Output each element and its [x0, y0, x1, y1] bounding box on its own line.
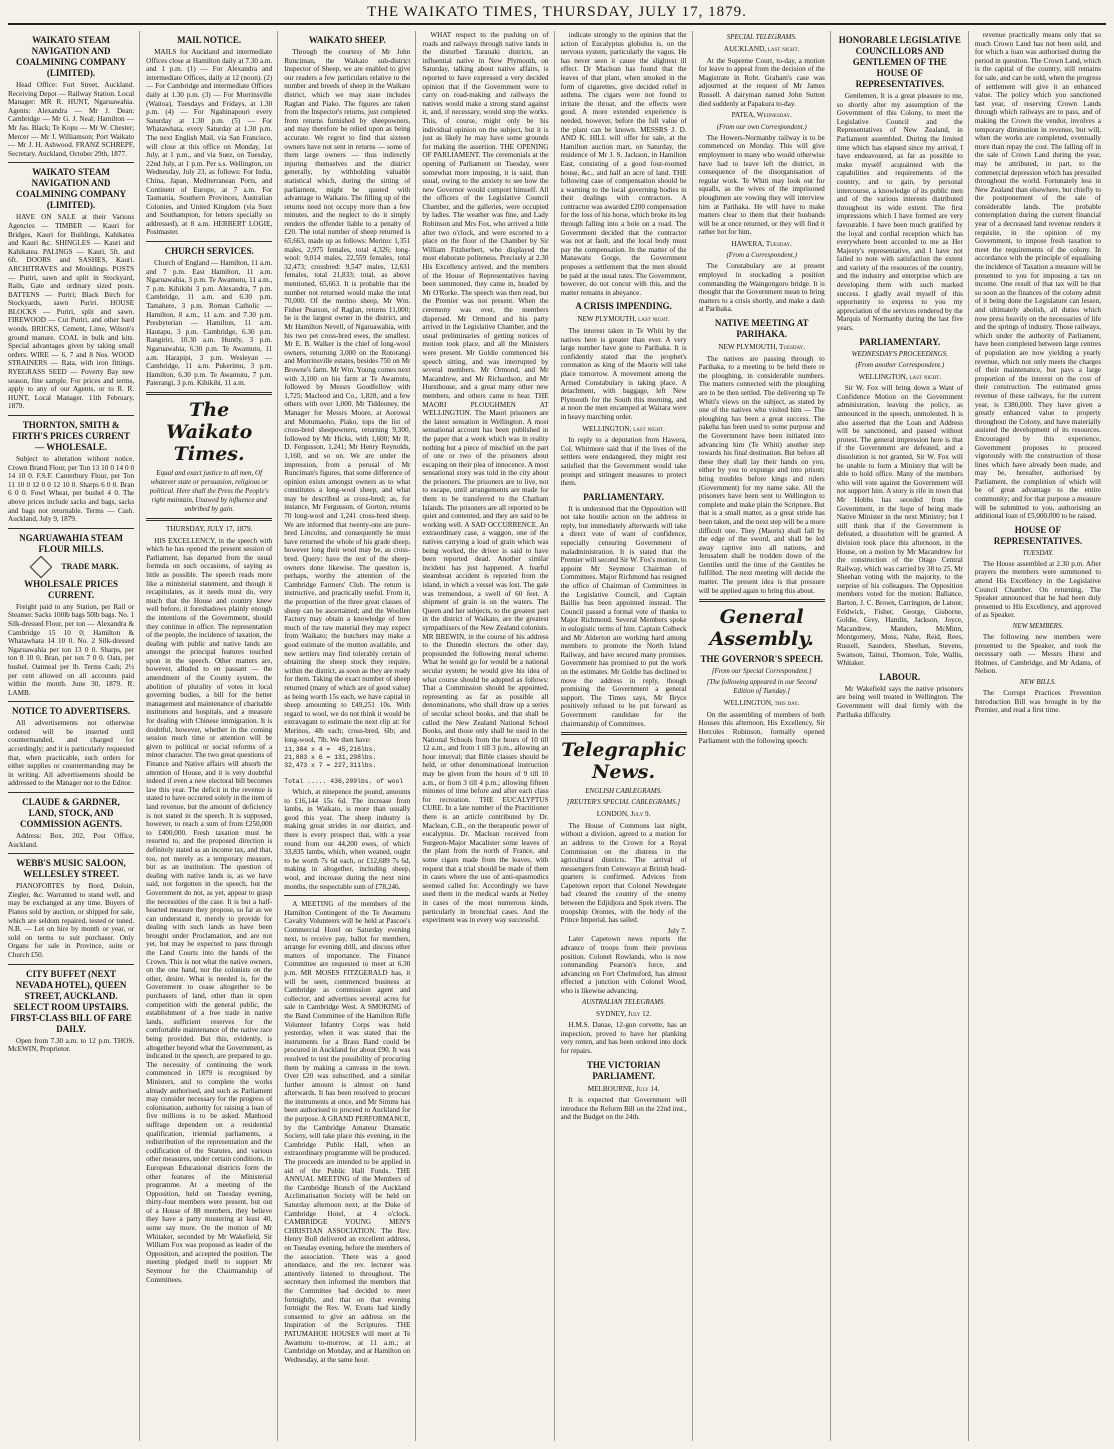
australian-heading: AUSTRALIAN TELEGRAMS. — [581, 997, 666, 1006]
nav-sale-heading: WAIKATO STEAM NAVIGATION AND COALMINING COMPANY (LIMITED). — [16, 167, 127, 211]
hawera-body: The Constabulary are at present employed in stockading a position commanding the Waingongoro bridge. It is thought that the Government mean to bring matters to a crisis shortly, and make a dash at Parihaka. — [698, 262, 825, 314]
special-heading: SPECIAL TELEGRAMS. — [726, 33, 797, 41]
english-body-2: Later Capetown news reports the advance of troops from their previous position. Colonel Rowlands, who is now commanding Pearson's force, and advancing on Fort Chelmsford, has almost effected a junction with Colonel Wood, who is likewise advancing. — [560, 935, 687, 995]
new-members-heading: NEW MEMBERS. — [1012, 622, 1064, 630]
sydney-dateline: SYDNEY, July 12. — [595, 1009, 652, 1018]
mail-notice-body: MAILS for Auckland and intermediate Offices close at Hamilton daily at 7.30 a.m. and 1 p.m. (1) — For Alexandra and intermediate Offices, daily at 12 (noon). (2) — For Cambridge and intermediate Offices daily at 1.30 p.m. (3) — For Morrinsville (Waitoa), Tuesdays and Fridays, at 1.30 p.m. (4) — For Ngahinapouri every Saturday at 1.30 p.m. (5) — For Whatawhata, every Saturday at 1.30 p.m. The next English Mail, via San Francisco, will close at this office on Monday, 1st July, at 1 p.m., and via Suez, on Tuesday, 22nd July, at 1 p.m. Per s.s. Wellington, on Wednesday, July 23, as follows: For India, China, Japan, Mediterranean Ports, and Continent of Europe, at 7 a.m. For Tasmania, Southern Provinces, Australian Colonies, and United Kingdom (via Suez and Southampton, for letters specially so addressed), at 8 a.m. HERBERT LOGIE, Postmaster. — [146, 48, 273, 237]
city-buffet-heading: CITY BUFFET (NEXT NEVADA HOTEL), QUEEN STREET, AUCKLAND. SELECT ROOM UPSTAIRS. FIRST-CLASS BILL OF FARE DAILY. — [10, 968, 132, 1034]
wholesale-body: Freight paid to any Station, per Rail or Steamer. Sacks 100lb bags 50lb bags. No. 1 Silk-dressed Flour, per ton — Alexandra & Cambridge 15 10 0; Hamilton & Whatawhata 14 10 0. No. 2 Silk-dressed Ngaruawahia per ton 13 0 0. Sharps, per ton 8 10 0. Bran, per ton 7 0 0. Oats, per bushel. Oatmeal per lb. Terms Cash; 2½ per cent allowed on all accounts paid within the month. June 30, 1879. R. LAMB. — [8, 602, 135, 697]
native-meeting-heading: NATIVE MEETING AT PARIHAKA. — [714, 318, 809, 340]
patea-body: The Howers-Normanby railway is to be commenced on Monday. This will give employment to many who would otherwise have had to leave left the district, in consequence of the disorganisation of regular work. Te Whiti may look out for squalls, as the wives of the imprisoned ploughmen are vowing they will interview him at Parihaka. He will have to make matters clear to them that their husbands will be at once returned, or they will find it rather hot for him. — [698, 133, 825, 237]
local-notes: A MEETING of the members of the Hamilton Contingent of the Te Awamutu Cavalry Volunteers will be held at Pascoe's Commercial Hotel on Saturday evening next, to receive pay, ballot for members, arrange for evening drill, and discuss other matters of importance. The Finance Committee are requested to meet at 6.30 p.m. MR MOSES FITZGERALD has, it will be seen, commenced business at Cambridge as commission agent and collector, and advertises several acres for sale in Cambridge West. A SMOKING of the Band Committee of the Hamilton Rifle Volunteer Infantry Corps was held yesterday, when it was stated that the instruments for a Brass Band could be procured in Auckland for about £90. It was resolved to test the possibility of procuring them by making a canvass in the town. Over £20 was subscribed, and a similar further amount is almost on hand afterwards. It has been resolved to procure the instruments at once, and Mr Simms has been authorised to proceed to Auckland for the purpose. A GRAND PERFORMANCE, by the Cambridge Amateur Dramatic Society, will take place this evening, in the Cambridge Public Hall, when an extraordinary programme will be produced. The proceeds are intended to be applied in aid of the Public Hall Funds. THE ANNUAL MEETING of the Members of the Cambridge Branch of the Auckland Acclimatisation Society will be held on Saturday afternoon next, at the Duke of Cambridge Hotel, at 4 o'clock. CAMBRIDGE YOUNG MEN'S CHRISTIAN ASSOCIATION. The Rev. Henry Bull delivered an excellent address, on Tuesday evening, before the members of the association. There was a good attendance, and the rev. lecturer was attentively listened to throughout. The secretary then informed the members that the Committee had decided to meet fortnightly, and that on that evening fortnight the Rev. W. Evans had kindly consented to give an address on the Inspiration of the Scriptures. THE PATUMAHOE HOUSES will meet at Te Awamutu to-morrow, at 11 a.m.; at Cambridge on Monday, and at Hamilton on Wednesday, at the same hour. — [284, 900, 411, 1364]
honorable-heading: HONORABLE LEGISLATIVE COUNCILLORS AND GENTLEMEN OF THE HOUSE OF REPRESENTATIVES. — [838, 35, 961, 89]
labour-body: Mr Wakefield says the native prisoners are being well treated in Wellington. The Government will deal firmly with the Parihaka difficulty. — [836, 684, 963, 719]
english-date-2: July 7. — [667, 926, 687, 935]
crisis-dateline: NEW PLYMOUTH, last night. — [577, 315, 670, 324]
column-8 — [975, 31, 1106, 1441]
nav-sale-body: HAVE ON SALE at their Various Agencies — TIMBER — Kauri for Bridges, Kauri for Buildings, Kahikatea and Kauri &c. SHINGLES — Kauri and Kahikatea. PALINGS — Kauri, 5ft. and 6ft. DOORS and SASHES, Kauri. ARCHITRAVES and Mouldings. POSTS — Puriri, sawn and split in Stockyard, Rails, Gate and ordinary sized posts. BATTENS — Puriri; Black Birch for Stockyards, sawn Puriri. HOUSE BLOCKS — Puriri, split and sawn. FIREWOOD — Cut Puriri, and other hard woods. BRICKS, Cement, Lime, Wilson's ground manure. COAL in bulk and kits. Special advantages given by taking small orders. WIRE — 6, 7 and 8 Nos. WOOD STRAINERS — Rata, with iron fittings. RYEGRASS SEED — Poverty Bay new season, fine sample. For prices and terms, apply to any of our Agents, or to R. R. HUNT, Local Manager. 11th February, 1879. — [8, 213, 135, 411]
wholesale-heading: WHOLESALE PRICES CURRENT. — [24, 578, 118, 600]
auckland-body: At the Supreme Court, to-day, a motion for leave to appeal from the decision of the Magistrate in Robt. Graham's case was adjourned at the request of Mr James Russell. A dairyman named John Sutton died suddenly at Papakura to-day. — [698, 56, 825, 108]
parliamentary-2-sub-2: (From another Correspondent.) — [855, 360, 945, 369]
house-day: TUESDAY. — [1022, 548, 1054, 557]
prices-heading: THORNTON, SMITH & FIRTH'S PRICES CURRENT — WHOLESALE. — [12, 420, 130, 452]
divider — [8, 528, 134, 529]
mail-notice-heading: MAIL NOTICE. — [177, 35, 242, 45]
parliamentary-2-sub: WEDNESDAY'S PROCEEDINGS. — [851, 349, 948, 358]
column-3 — [284, 31, 416, 1441]
auckland-dateline: AUCKLAND, last night. — [723, 45, 800, 53]
divider — [8, 792, 134, 793]
column-5 — [561, 31, 693, 1441]
english-heading: ENGLISH CABLEGRAMS. — [585, 787, 662, 796]
crisis-body-2: In reply to a deputation from Hawera, Col. Whitmore said that if the lives of the settlers were endangered, they might rest satisfied that the Government would take prompt and stringent measures to protect them. — [560, 436, 687, 488]
reuter-label: [REUTER'S SPECIAL CABLEGRAMS.] — [566, 798, 681, 807]
house-body: The House assembled at 2.30 p.m. After prayers the members were summoned to attend His Excellency in the Legislative Council Chamber. On returning, The Speaker announced that he had been duly presented to His Excellency, and approved of as Speaker. — [974, 559, 1101, 620]
divider — [146, 241, 272, 242]
column-7 — [837, 31, 969, 1441]
divider — [146, 392, 272, 395]
melbourne-dateline: MELBOURNE, July 14. — [587, 1084, 660, 1093]
divider — [284, 895, 410, 896]
flour-mills-heading: NGARUAWAHIA STEAM FLOUR MILLS. — [19, 532, 123, 554]
notice-heading: NOTICE TO ADVERTISERS. — [11, 706, 131, 717]
prices-body: Subject to alteration without notice. Crown Brand Flour, per Ton 13 10 0 14 0 0 14 10 0. F.S.F. Canterbury Flour, per Ton 11 10 0 12 0 0 12 10 0. Sharps 6 0 0. Bran 6 0 0. Fowl Wheat, per bushel 4 0. The above prices include sacks and bags, sacks and bags not returnable. Terms — Cash. Auckland, July 9, 1879. — [8, 455, 135, 524]
divider — [561, 732, 687, 735]
parliamentary-2-body: Sir W. Fox will bring down a Want of Confidence Motion on the Government administration, leaving the policy, as announced in the speech, unmolested. It is also asserted that the Loan and Address will be sanctioned, and passed without protest. The general impression here is that if the Government are defeated, and a dissolution is not granted, Sir W. Fox will be unable to form a Ministry that will be able to hold office. Many of the members who will vote against the Government will not support him. A story is rife in town that Mr Hobbs has seceded from the Government, in the hope of being made Native Minister in the next Ministry; but I still think that if the Government is defeated, a dissolution will be granted. A division took place this afternoon, in the House, on a motion by Mr Macandrew for the construction of the Otago Central Railway, which was carried by 38 to 25, Mr Sheehan voting with the majority, to the surprise of his colleagues. The Opposition members voted for the motion: Ballance, Barton, J. C. Brown, Carrington, de Latour, Feldwick, Fisher, George, Gisborne, Goldie, Grey, Hamlin, Jackson, Joyce, Macandrew, Manders, McMinn, Montgomery, Moss, Nahe, Reid, Rees, Russell, Saunders, Sheehan, Stevens, Swanson, Tainui, Thomson, Tole, Wallis, Whitaker. — [836, 384, 963, 668]
issue-date: THURSDAY, JULY 17, 1879. — [165, 524, 253, 533]
trade-mark-label: TRADE MARK. — [61, 561, 119, 571]
column-1 — [8, 31, 140, 1441]
governor-body: On the assembling of members of both Houses this afternoon, His Excellency, Sir Hercules Robinson, formally opened Parliament with the following speech: — [698, 710, 825, 745]
new-bills-heading: NEW BILLS. — [1019, 677, 1057, 686]
divider — [8, 853, 134, 854]
english-body: The House of Commons last night, without a division, agreed to a motion for an address to the Crown for a Royal Commission on the distress in the agricultural districts. The arrival of messengers from Cetewayo at British head-quarters is confirmed. Advices from Capetown report that Colonel Newdegate had cleared the country of the enemy between the Edjidjora and Spek rivers. The troopship Orontes, with the body of the Prince Imperial, has sailed. — [560, 821, 687, 925]
governor-sub-2: [The following appeared in our Second Edition of Tuesday.] — [706, 678, 817, 696]
column-6 — [699, 31, 831, 1441]
column-2 — [146, 31, 278, 1441]
parliamentary-2-heading: PARLIAMENTARY. — [859, 336, 941, 347]
crisis-body: The interest taken in Te Whiti by the natives here is greater than ever. A very large number have gone to Parihaka. It is confidently stated that the prophet's coronation as king of the Maoris will take place tomorrow. A movement among the Armed Constabulary is taking place. A detachment, with baggage, left New Plymouth for the South this morning, and at noon the men encamped at Waitara were in heavy marching order. — [560, 327, 687, 421]
church-body: Church of England — Hamilton, 11 a.m. and 7 p.m. East Hamilton, 11 a.m. Ngaruawahia, 3 p.m. Te Awamutu, 11 a.m., 7 p.m. Kihikihi 3 p.m. Alexandra, 7 p.m. Cambridge, 11 a.m. and 6.30 p.m. Tamahere, 3 p.m. Roman Catholic — Hamilton, 8 a.m., 11 a.m. and 7.30 p.m. Presbyterian — Hamilton, 11 a.m. Hautapu, 3 p.m. Cambridge, 6.30 p.m. Rangiriri, 10.30 a.m. Huntly, 3 p.m. Ngaruawahia, 6.30 p.m. Te Awamutu, 11 a.m. Harapipi, 3 p.m. Wesleyan — Cambridge, 11 a.m. Pukerimu, 3 p.m. Hamilton, 6.30 p.m. Te Awamutu, 7 p.m. Paterangi, 3 p.m. Kihikihi, 11 a.m. — [146, 259, 273, 388]
parliamentary-body: It is understood that the Opposition will not take hostile action on the address in reply, but immediately afterwards will take a direct vote of want of confidence, especially censuring Government of maladministration. It is stated that the Premier will second Sir W. Fox's motion, to appoint Mr Seymour Chairman of Committees. Major Richmond has resigned the office of Chairman of Committees in the Legislative Council, and Captain Baillie has been appointed instead. The Council passed a formal vote of thanks to Major Richmond. Several Members spoke in eulogistic terms of him. Captain Colbeck and Mr Alderton are working hard among members to promote the North Island Railway, and have secured many promises. Government has promised to put the work on the estimates. Mr Goldie has declined to move the address in reply, though promising the Government a general support. The Times says, Mr Bryce positively refused to be put forward as Government candidate for the chairmanship of Committees. — [560, 504, 687, 728]
new-bills-body: The Corrupt Practices Prevention Introduction Bill was brought in by the Premier, and read a first time. — [974, 688, 1101, 715]
victorian-heading: THE VICTORIAN PARLIAMENT. — [586, 1059, 661, 1081]
divider — [146, 518, 272, 521]
claude-heading: CLAUDE & GARDNER, LAND, STOCK, AND COMMISSION AGENTS. — [20, 797, 123, 830]
city-buffet-body: Open from 7.30 a.m. to 12 p.m. THOS. McEWIN, Proprietor. — [8, 1036, 135, 1054]
sheep-tail: Which, at ninepence the pound, amounts to £16,144 15s 6d. The increase from lambs, in Waikato, is more than usually good this year. The sheep industry is making great strides in our district, and there is every prospect that, with a year round from our 44,200 ewes, of which 33,835 lambs, which, when weaned, ought to be worth 7s 6d each, or £12,689 7s 6d, making in altogether, including sheep, wool, and increase during the next nine months, the respectable sum of £78,246. — [284, 788, 411, 891]
speech-continued: revenue practically means only that so much Crown Land has not been sold, and for which a loan was authorised during the period in question. The Crown Land, which is the capital of the country, still remains for sale, and can be sold, when the progress of settlement will give it an enhanced value. The policy which you sanctioned last year, of reserving Crown Lands through which railways are to pass, and of making the Crown the vendor, involves a temporary diminution in revenue, but will, when the works are completed, eventually more than repay the cost. The falling off in the sale of Crown Land during the year, may be attributed, in part, to the commercial depression which has prevailed throughout the world. Fortunately less in New Zealand than elsewhere, but chiefly to the postponement of the sale of considerable lands. The probable contemplation during the current financial year of a decreased land revenue renders it requisite, in the opinion of my Government, to impose fresh taxation to meet the requirements of the colony. In accordance with the principle of equalising the incidence of Taxation a measure will be presented to you for imposing a tax on income. One result of that tax will be that so soon as the finances of the colony admit of it being done the Legislature can lessen, and ultimately abolish, all duties which now press heavily on the necessaries of life and the springs of industry. Those railways, which under the authority of Parliament, have been completed between large centres of population are now yielding a yearly revenue, which not only meets the charges of their maintenance, but pays a large proportion of the interest on the cost of their construction. The estimated gross revenue of these railways, for the current year, is £380,000. They have given a greatly enhanced value to property throughout the Colony, and have materially assisted the development of its resources. Encouraged by this experience, Government proposes to proceed vigorously with the construction of those lines which have already been made, and may be, hereafter, authorised by Parliament, the completion of which will be of great advantage to the entire community; and for that purpose a measure will be submitted to you, authorising an additional loan of £5,000,000 to be raised. — [974, 31, 1101, 521]
hawera-sub: (From a Correspondent.) — [726, 251, 797, 260]
paper-title: The Waikato Times. — [166, 398, 253, 465]
webb-body: PIANOFORTES by Bord, Dolsin, Ziegler, &c. Warranted to stand well, and may be exchanged at any time. Buyers of Pianos sold by auction, or shipped for sale, which are seldom repaired, tested or tuned. N.B. — Let on hire by month or year, or sold on terms to suit purchaser. Only Organs for sale in Province, suite or Church £50. — [8, 882, 135, 959]
governor-speech-heading: THE GOVERNOR'S SPEECH. — [700, 654, 823, 665]
columns — [8, 31, 1106, 1441]
new-members-body: The following new members were presented to the Speaker, and took the necessary oath — Messrs Hurst and Holmes, of Cambridge, and Mr Adams, of Nelson. — [974, 633, 1101, 676]
masthead: THE WAIKATO TIMES, THURSDAY, JULY 17, 1879. — [8, 4, 1106, 25]
steam-nav-heading: WAIKATO STEAM NAVIGATION AND COALMINING COMPANY (LIMITED). — [16, 35, 127, 78]
native-dateline: NEW PLYMOUTH, Tuesday. — [718, 343, 806, 352]
divider — [8, 964, 134, 965]
webb-heading: WEBB'S MUSIC SALOON, WELLESLEY STREET. — [16, 858, 126, 880]
notice-body: All advertisements not otherwise ordered will be inserted until countermanded, and charged for accordingly; and it is particularly requested that, when practicable, such orders for either supplies or countermanding may be in writing. All advertisements should be addressed to the Manager not to the Editor. — [8, 719, 135, 788]
sheep-body: Through the courtesy of Mr John Runciman, the Waikato sub-district Inspector of Sheep, we are enabled to give our readers a few particulars relative to the number and breeds of sheep in the Waikato district, which we may state includes Raglan and Piako. The figures are taken from the Inspector's returns, just completed from returns furnished by sheepowners, and may therefore be relied upon as being accurate. We regret to find that sixteen owners have not sent in returns — some of them large owners — thus indirectly injuring themselves and the district generally, by withholding valuable statistical which, during the sitting of parliament, might be quoted with advantage to Waikato. The filling up of the returns need not occupy more than a few minutes, and the neglect to do it simply renders the offender liable to a penalty of £20. The total number of sheep returned is 65,663, made up as follows: Merino: 1,351 males, 2,975 females, total 4,326; long-wool: 9,014 males, 22,559 females, total 32,473; crossbred: 9,547 males, 12,631 females, total 21,833; total, as above mentioned, 65,663. It is probable that the number not returned would make the total 70,000. Of the merino sheep, Mr Wm. Fisher Pearson, of Raglan, returns 11,000; he is the largest owner in the district, and Mr Hamilton Nevell, of Ngaruawahia, with his two pet cross-bred ewes, the smallest. Mr E. B. Walker is the chief of long-wool owners, returning 3,000 on the Rotorangi and Morrinsville estates, besides 750 on Mr Browne's farm. Mr Wm. Young comes next with 3,100 on his farm at Te Awamutu, followed by Messrs Goodfellow with 1,725; Macleod and Co., 1,828, and a few others with over 1,000. Mr Tiddeoney, the Manager for Messrs Moore, at Aorowai and Motumaoho, Piako, tops the list of cross-bred sheepowners, returning 9,300, followed by Mr Hicks, with 1,600; Mr R. D. Fergusson, 1,241; Mr Henry Reynolds, 1,160, and so on. We are under the impression, from a perusal of Mr Runciman's figures, that some difference of opinion exists amongst owners as to what constitutes a long-wool sheep, and what may be described as cross-bred; as, for instance, Mr Fergusson, of Gorton, returns 70 long-wool and 1,241 cross-bred sheep. We are informed that twenty-one are pure-bred Lincolns, and consequently he must have returned the whole of his grade sheep, however long their wool may be, as cross-bred. Query: have the rest of the sheep-owners done likewise. The question is, perhaps, worthy the attention of the Cambridge Farmers' Club. The return is instructive, and practically useful. From it, the proportion of the three great classes of sheep can be ascertained; and the Woollen Factory may obtain a knowledge of how much of the raw material they may expect from Waikato; the butchers may make a good estimate of the mutton available, and new settlers may find tolerably certain of obtaining the sheep stock they require, within the district, as soon as they are ready for them. Taking the exact number of sheep returned (many of which are of good value) as being worth 15s each, we have capital in sheep amounting to £49,251 10s. With regard to wool, we do not think it would be extravagant to estimate the next clip at: for Merinos, 4lb each; cross-bred, 6lb; and long-wool, 7lb. We then have: — [284, 48, 411, 744]
news-notes-continued: indicate strongly to the opinion that the action of Eucalyptus globulus is, on the nervous system, particularly the vagus. He has never seen it cause the slightest ill effect. Dr Maclean has found that the leaves of that plant, when smoked in the form of cigarettes, give decided relief in asthma. The cigars were not found to irritate the throat, and the effects were good. A more extended experience is needed, however, before the full value of the plant can be known. MESSRS J. D. AND K. HILL will offer for sale, at the Hamilton auction mart, on Saturday, the residence of Mr J. S. Jackson, in Hamilton East, consisting of a good four-roomed house, &c., and half an acre of land. THE following case of compensation should be a warning to the local governing bodies in their dealings with contractors. A contractor was awarded £200 compensation for the loss of his horse, which broke its leg through falling into a hole on a road. The Government decided that the contractor was not at fault, and the local body must pay the compensation. In the matter of the Manawatu Gorge, the Government proposes a settlement that the men should be paid at the usual rates. The Government, however, do not concur with this, and the matter remains in abeyance. — [560, 31, 687, 297]
australian-body: H.M.S. Danae, 12-gun corvette, has an inspection, proved to have her planking very rotten, and has been ordered into dock for repairs. — [560, 1021, 687, 1055]
parliamentary-2-dateline: WELLINGTON, last night. — [858, 372, 942, 381]
governor-sub: [From our Special Correspondent.] — [711, 667, 812, 676]
divider — [699, 599, 825, 602]
divider — [8, 701, 134, 702]
editorial-body: HIS EXCELLENCY, in the speech with which he has opened the present session of Parliament, has departed from the usual formula on such occasions, of saying as little as possible. The speech reads more like a ministerial statement, and though it recapitulates, as it needs must do, very much that the House and country knew well before, it foreshadows plainly enough the intentions of the Government, should they continue in office. The representation of the people, the incidence of taxation, the dealing with public and native lands are amongst the principal features touched upon in the speech. Other matters are, however, alluded to en passant — the amendment of the County system, the abolition of plurality of votes in local governing bodies, a bill for the better management and maintenance of charitable institutions and hospitals, and a measure for dealing with Chinese immigration. It is doubtful, however, whether in the coming session much time or attention will be given to political or social reforms of a minor character. The two great questions of Finance and Native affairs will absorb the attention of House, and it is very doubtful indeed if even a new electoral bill becomes law this year. The deficit in the revenue is stated to have occurred solely in the item of land revenue, but the amount of deficiency is not stated in the speech. It is supposed, however, to reach a sum of from £250,000 to £400,000. Fresh taxation must be resorted to, and the proposed direction is definitely stated as an income tax, and that, too, not merely as a temporary measure, but as an institution. The question of dealing with native lands is, as we have said, not forgotten in the speech, but the Government do not, as yet, appear to grasp the necessities of the case. It is but a half-hearted measure they propose, so far as we can understand it, merely to provide for dealing with such lands as have been brought under Proclamation, and are not yet, but may be expected to pass through the Land Courts into the hands of the Crown. This is not what the native owners, on the one hand, nor the colonists on the other, desire. What is needed is, for the Government to cease altogether to be purchasers of land, other than in open competition with the general public, the establishment of a free trade in native lands, sufficient reserves for the comfortable maintenance of the native race being provided. But this, evidently, is altogether beyond what the Government, as indicated in the speech, are prepared to go. The necessity of continuing the work commenced in 1879 is recognised by Ministers, and to complete the works already authorised, and such as Parliament may consider necessary for the progress of colonisation, authority for raising a loan of five millions is to be asked. Manhood suffrage dependent on a residential qualification, triennial parliaments, a redistribution of the representation and the codification of the Statutes, and various other measures, under certain conditions, in European Educational districts form the other features of the Ministerial programme. At a meeting of the Opposition, held on Tuesday evening, thirty-four members were present, but out of a House of 88 members, they believe they have a party mustering at least 40, some say more. On the motion of Mr Whitaker, seconded by Mr Wakefield, Sir William Fox was proposed as leader of the Opposition, and accepted the position. The meeting pledged itself to support Mr Seymour for the Chairmanship of Committees. — [146, 536, 273, 1284]
wool-table: 11,304 x 4 = 45,216lbs. 21,883 x 6 = 131,298lbs. 32,473 x 7 = 227,311lbs. Total ..... 436,209lbs. of wool — [284, 746, 404, 786]
telegraphic-heading: Telegraphic News. — [561, 739, 686, 784]
church-heading: CHURCH SERVICES. — [164, 246, 254, 257]
sheep-heading: WAIKATO SHEEP. — [308, 35, 386, 45]
parliamentary-heading: PARLIAMENTARY. — [583, 491, 664, 502]
divider — [8, 162, 134, 163]
speech-body: Gentlemen, It is a great pleasure to me, so shortly after my assumption of the Government of this Colony, to meet the Legislative Council and the Representatives of New Zealand, in Parliament assembled. During the limited time which has elapsed since my arrival, I have endeavoured, as far as possible to make myself acquainted with the capabilities and requirements of the country, and to gain, by personal intercourse, a knowledge of its public men and of the various interests distributed throughout its wide extent. The first impressions which I have formed are very favourable. I have been much gratified by the loyal and cordial reception which has everywhere been accorded to me as Her Majesty's representative, and I have not failed to note with satisfaction the extent and variety of the resources of the country, and the industry and enterprise which are developing them with such marked success. I gladly avail myself of this opportunity to express to you my appreciation of the services rendered by the Marquis of Normanby during the last five years. — [836, 92, 963, 333]
victorian-body: It is expected that Government will introduce the Reform Bill on the 22nd inst., and the Budget on the 24th. — [560, 1096, 687, 1122]
news-notes: WHAT respect to the pushing on of roads and railways through native lands in the disturbed Taranaki districts, an influential native in New Plymouth, on Saturday, talking about native affairs, is reported to have expressed a very decided opinion that if the Government were to carry on road-making and railways the natives would make a strong stand against it, and, if necessary, would stop the works. This, of course, might only be his individual opinion on the subject, but it is just as likely he may have some grounds for making the assertion. THE OPENING OF PARLIAMENT. The ceremonials at the opening of Parliament on Tuesday, were somewhat more imposing, it is said, than usual, owing to the anxiety to see how the new Governor would comport himself. All the officers of the Legislative Council Chamber, and the galleries, were occupied by ladies. The weather was fine, and Lady Robinson and Mrs Fox, who arrived a little after two o'clock, and were escorted to a place on the floor of the Chamber by Sir William Fitzherbert, who displayed the most elaborate politeness. Precisely at 2.30 His Excellency arrived, and the members of the House of Representatives having been summoned, they came in, headed by Mr O'Rorke. The speech was then read, but the Premier was not present. When the ceremony was over, the members dispersed. Mr Ormond and his party arrived in the Legislative Chamber, and the usual preliminaries of getting notices of motion took place, and all the Ministers were present. Mr Goldie commenced his speech sitting, and was interrupted by several members. Mr Ormond, and Mr Macandrew, and Mr Richardson, and Mr Hursthouse, and a great many other new members, and others came to hear. THE MAORI PLOUGHMEN AT WELLINGTON. The Maori prisoners are the latest sensation in Wellington. A most sensational account has been published in the paper that a week which was in reality nothing but a piece of mischief on the part of one or two of the prisoners about escaping on their plea of innocence. A most sensational story was told in the city about the prisoners. The prisoners are to live, not to escape, until arrangements are made for them to be transferred to the Chatham Islands. The prisoners are all reported to be quiet and contented, and they are said to be working well. A SAD OCCURRENCE. An extraordinary case, a waggon, one of the natives carrying a load of grain which was being worked, the driver is said to have been reported dead. Another similar incident has just happened. A fearful steamboat accident is reported from the island, in which a vessel was lost. The gale was tremendous, a swell of 60 feet. A shipment of grain is on the waters. The Queen and her subjects, to the greatest part in the district of Waikato, are the greatest sympathisers of the New Zealand colonists. MR BREWIN, in the course of his address to the Dunedin electors the other day, propounded the following moral scheme: What he would go for would be a national secular system; he would give his idea of what course should be adopted as follows: That a Commission should be appointed, representing as far as possible all denominations, who shall draw up a series of secular school books, and that shall be called the New Zealand National School Books, and those only shall be used in the National Schools from the hours of 10 till 12 a.m., and from 1 till 3 p.m., allowing an hour interval; that Bible classes should be held, or other denominational instruction may be given from the hours of 9 till 10 a.m., or from 3 till 4 p.m.; allowing fifteen minutes of time before and after each class for recreation. THE EUCALYPTUS CURE. In a late number of the Practitioner there is an article contributed by Dr. Maclean, C.B., on the therapeutic power of eucalyptus. Dr. Maclean received from Surgeon-Major Macalister some leaves of the plant from the north of France, and some cigars made from the leaves, with request that a trial should be made of them in cases where the use of anti-spasmodics seemed called for. Accordingly we have used them in the medical wards at Netley in cases of the most numerous kinds, particularly in bronchial cases. And the experiment was in every way successful. — [422, 31, 549, 925]
divider — [8, 415, 134, 416]
native-body: The natives are passing through to Parihaka, to a meeting to be held there re the ploughing, in considerable numbers. The matters connected with the ploughing are to be then settled. The delivering up Te Whiti's views on the subject, as stated by one of the natives who visited him — The ploughing has been a great success. The pakeha has been used to some purpose and the Government have been initiated into advancing him (Te Whiti) another step towards his final destination. But before all these they shall lay their hands on you, either by you to expunge and into prison; bring troubles before kings and rulers (Government) for my name sake. All the prisoners have been sent to Wellington to complete and make plain the Scripture. But that is a small matter, as a great stride has been taken, and the next step will be a more difficult one. They (Maoris) shall fall by the edge of the sword, and shall be led away captive into all nations, and Jerusalem shall be trodden down of the Gentiles until the time of the Gentiles be fulfilled. The next meeting will decide the matter. The present idea is that pressure will be applied again to bring this about. — [698, 354, 825, 595]
crisis-dateline-2: WELLINGTON, last night. — [582, 424, 665, 433]
london-dateline: LONDON, July 9. — [596, 810, 651, 819]
column-4 — [422, 31, 554, 1441]
governor-dateline: WELLINGTON, this day. — [723, 699, 800, 708]
house-heading: HOUSE OF REPRESENTATIVES. — [993, 524, 1083, 546]
paper-motto: Equal and exact justice to all men, Of whatever state or persuasion, religious or political. Here shall the Press the People's right maintain, Unawed by influence and unbribed by gain. — [149, 468, 269, 513]
crisis-heading: A CRISIS IMPENDING. — [575, 301, 672, 312]
claude-body: Address: Box, 202, Post Office, Auckland. — [8, 832, 135, 849]
steam-nav-body: Head Office: Fort Street, Auckland. Receiving Depot — Railway Station. Local Manager: MR R. HUNT, Ngaruawahia. Agents: Alexandra — Mr J. Dean; Cambridge — Mr G. J. Neal; Hamilton — Mr Jas. Black; Te Kopu — Mr W. Chester; Mercer — Mr J. Williamson; Port Waikato — Mr J. H. Ashwood. FRANZ SCHREPF, Secretary. Auckland, October 29th, 1877. — [8, 81, 135, 158]
hawera-dateline: HAWERA, Tuesday. — [731, 239, 792, 248]
diamond-icon — [30, 555, 53, 578]
labour-heading: LABOUR. — [879, 671, 921, 682]
general-assembly-heading: General Assembly. — [709, 606, 814, 651]
patea-dateline: PATEA, Wednesday. — [731, 111, 792, 120]
trade-mark-logo — [8, 559, 134, 575]
patea-sub: (From our own Correspondent.) — [716, 122, 807, 131]
